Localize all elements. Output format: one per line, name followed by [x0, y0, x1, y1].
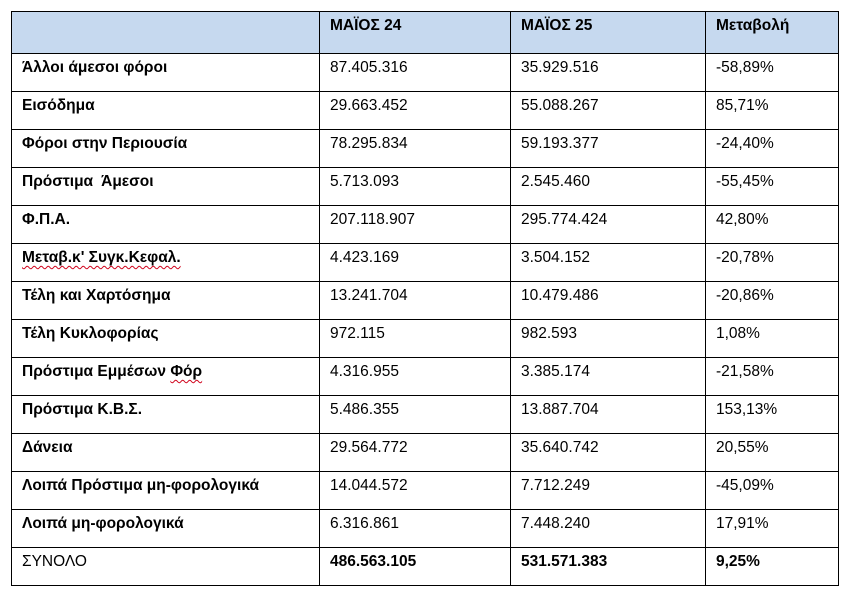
total-may24-value: 486.563.105: [320, 548, 511, 586]
header-may25: ΜΑΪΟΣ 25: [511, 12, 706, 54]
table-row: [12, 92, 839, 130]
may24-value: 14.044.572: [320, 472, 511, 510]
may24-value: 207.118.907: [320, 206, 511, 244]
may25-value: 3.385.174: [511, 358, 706, 396]
may25-value: 13.887.704: [511, 396, 706, 434]
may25-value: 55.088.267: [511, 92, 706, 130]
table-row: [12, 168, 839, 206]
table-row: [12, 434, 839, 472]
row-label: Τέλη Κυκλοφορίας: [12, 320, 320, 358]
change-value: -20,86%: [706, 282, 839, 320]
row-label: Φόροι στην Περιουσία: [12, 130, 320, 168]
spellcheck-flagged-label: Πρόστιμα Εμμέσων Φόρ: [22, 363, 203, 380]
total-label: ΣΥΝΟΛΟ: [12, 548, 320, 586]
row-label: Άλλοι άμεσοι φόροι: [12, 54, 320, 92]
change-value: 42,80%: [706, 206, 839, 244]
table-row: [12, 358, 839, 396]
may24-value: 4.316.955: [320, 358, 511, 396]
may24-value: 5.486.355: [320, 396, 511, 434]
revenue-comparison-table: [11, 11, 839, 586]
row-label: [12, 358, 320, 396]
header-row: [12, 12, 839, 54]
may24-value: 87.405.316: [320, 54, 511, 92]
may24-value: 5.713.093: [320, 168, 511, 206]
total-row: [12, 548, 839, 586]
table-row: [12, 510, 839, 548]
may25-value: 35.929.516: [511, 54, 706, 92]
row-label: Πρόστιμα Άμεσοι: [12, 168, 320, 206]
table-row: [12, 206, 839, 244]
header-change: Μεταβολή: [706, 12, 839, 54]
change-value: -20,78%: [706, 244, 839, 282]
may25-value: 10.479.486: [511, 282, 706, 320]
row-label: [12, 244, 320, 282]
change-value: -58,89%: [706, 54, 839, 92]
may24-value: 29.564.772: [320, 434, 511, 472]
table-row: [12, 320, 839, 358]
may25-value: 59.193.377: [511, 130, 706, 168]
total-change-value: 9,25%: [706, 548, 839, 586]
row-label: Λοιπά Πρόστιμα μη-φορολογικά: [12, 472, 320, 510]
table-row: [12, 282, 839, 320]
may25-value: 7.712.249: [511, 472, 706, 510]
change-value: -55,45%: [706, 168, 839, 206]
spellcheck-flagged-word: Φόρ: [170, 363, 203, 380]
may24-value: 13.241.704: [320, 282, 511, 320]
may24-value: 6.316.861: [320, 510, 511, 548]
spellcheck-flagged-label: Μεταβ.κ' Συγκ.Κεφαλ.: [22, 249, 181, 266]
change-value: -21,58%: [706, 358, 839, 396]
change-value: -45,09%: [706, 472, 839, 510]
may25-value: 295.774.424: [511, 206, 706, 244]
row-label: Λοιπά μη-φορολογικά: [12, 510, 320, 548]
row-label: Εισόδημα: [12, 92, 320, 130]
change-value: 17,91%: [706, 510, 839, 548]
table-row: [12, 54, 839, 92]
change-value: 20,55%: [706, 434, 839, 472]
may25-value: 35.640.742: [511, 434, 706, 472]
row-label: Πρόστιμα Κ.Β.Σ.: [12, 396, 320, 434]
table-row: [12, 130, 839, 168]
may25-value: 7.448.240: [511, 510, 706, 548]
row-label: Δάνεια: [12, 434, 320, 472]
table-row: [12, 472, 839, 510]
row-label: Τέλη και Χαρτόσημα: [12, 282, 320, 320]
table-row: [12, 244, 839, 282]
may25-value: 982.593: [511, 320, 706, 358]
may24-value: 78.295.834: [320, 130, 511, 168]
header-category: [12, 12, 320, 54]
row-label: Φ.Π.Α.: [12, 206, 320, 244]
change-value: -24,40%: [706, 130, 839, 168]
may25-value: 3.504.152: [511, 244, 706, 282]
may25-value: 2.545.460: [511, 168, 706, 206]
table-row: [12, 396, 839, 434]
header-may24: ΜΑΪΟΣ 24: [320, 12, 511, 54]
may24-value: 4.423.169: [320, 244, 511, 282]
may24-value: 972.115: [320, 320, 511, 358]
may24-value: 29.663.452: [320, 92, 511, 130]
total-may25-value: 531.571.383: [511, 548, 706, 586]
change-value: 1,08%: [706, 320, 839, 358]
change-value: 85,71%: [706, 92, 839, 130]
change-value: 153,13%: [706, 396, 839, 434]
